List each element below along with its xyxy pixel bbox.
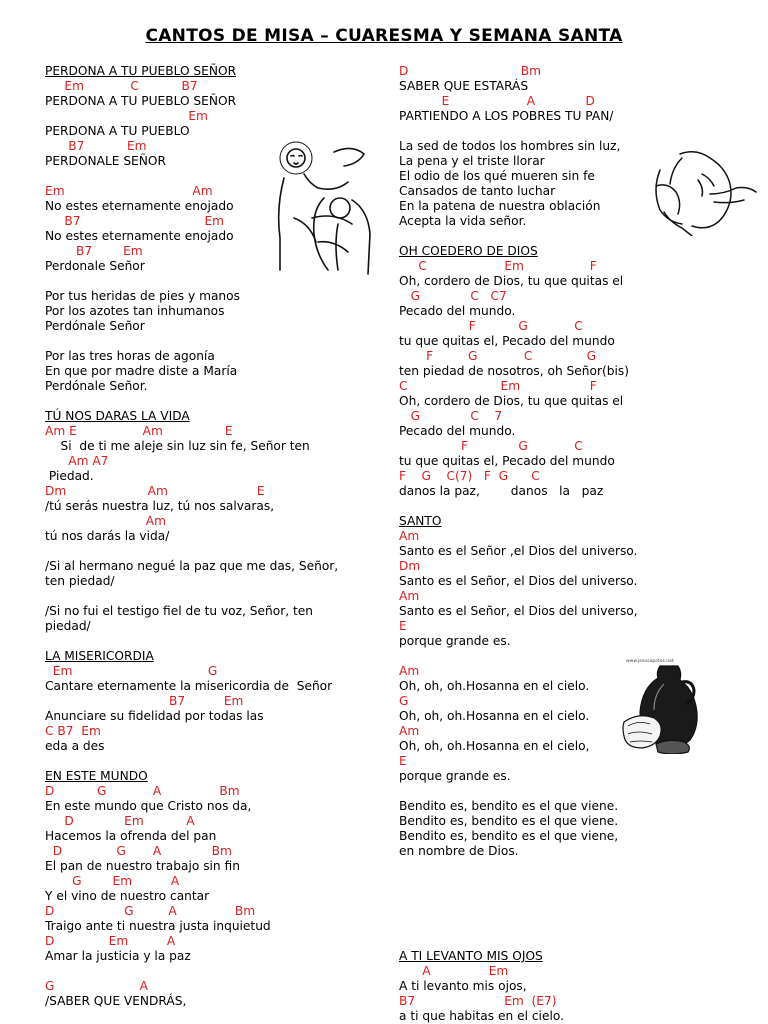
chord-line: G: [399, 694, 409, 708]
chord-line: E: [399, 754, 407, 768]
lyric-line: El pan de nuestro trabajo sin fin: [45, 859, 240, 873]
song-title: SANTO: [399, 514, 442, 528]
chord-line: G A: [45, 979, 149, 993]
chord-line: D Bm: [399, 64, 541, 78]
song-title: EN ESTE MUNDO: [45, 769, 148, 783]
spacer: [399, 499, 739, 514]
chord-line: G C C7: [399, 289, 507, 303]
spacer: [45, 274, 375, 289]
lyric-line: Perdónale Señor.: [45, 379, 148, 393]
lyric-line: En este mundo que Cristo nos da,: [45, 799, 252, 813]
lyric-line: Santo es el Señor, el Dios del universo.: [399, 574, 638, 588]
lyric-line: Oh, oh, oh.Hosanna en el cielo,: [399, 739, 590, 753]
chord-line: E: [399, 619, 407, 633]
lyric-line: Anunciare su fidelidad por todas las: [45, 709, 264, 723]
chord-line: Am: [399, 589, 420, 603]
spacer: [45, 964, 375, 979]
lyric-line: Oh, cordero de Dios, tu que quitas el: [399, 394, 624, 408]
lyric-line: El odio de los qué mueren sin fe: [399, 169, 595, 183]
song-title: PERDONA A TU PUEBLO SEÑOR: [45, 64, 237, 78]
chord-line: Am A7: [45, 454, 109, 468]
jesus-embrace-illustration: [274, 138, 378, 276]
lyric-line: La pena y el triste llorar: [399, 154, 545, 168]
spacer: [45, 634, 375, 649]
lyric-line: La sed de todos los hombres sin luz,: [399, 139, 621, 153]
chord-line: D G A Bm: [45, 844, 232, 858]
lyric-line: Bendito es, bendito es el que viene,: [399, 829, 619, 843]
song-title: LA MISERICORDIA: [45, 649, 154, 663]
lyric-line: Oh, oh, oh.Hosanna en el cielo.: [399, 709, 590, 723]
lyric-line: eda a des: [45, 739, 105, 753]
lyric-line: tu que quitas el, Pecado del mundo: [399, 454, 615, 468]
chord-line: Em Am: [45, 184, 213, 198]
lyric-line: ten piedad de nosotros, oh Señor(bis): [399, 364, 629, 378]
spacer: [45, 589, 375, 604]
chord-line: B7 Em: [45, 139, 147, 153]
page-title: CANTOS DE MISA – CUARESMA Y SEMANA SANTA: [145, 26, 623, 46]
lyric-line: En la patena de nuestra oblación: [399, 199, 601, 213]
chord-line: G C 7: [399, 409, 503, 423]
lyric-line: /Si al hermano negué la paz que me das, Señor,: [45, 559, 339, 573]
lyric-line: Acepta la vida señor.: [399, 214, 527, 228]
lyric-line: porque grande es.: [399, 769, 511, 783]
spacer: [399, 889, 739, 904]
spacer: [399, 874, 739, 889]
lyric-line: Bendito es, bendito es el que viene.: [399, 814, 619, 828]
song-title: TÚ NOS DARAS LA VIDA: [45, 409, 190, 423]
lyric-line: Cantare eternamente la misericordia de Señor: [45, 679, 333, 693]
chord-line: Am: [45, 514, 166, 528]
lyric-line: Piedad.: [45, 469, 94, 483]
lyric-line: Oh, oh, oh.Hosanna en el cielo.: [399, 679, 590, 693]
lyric-line: Por los azotes tan inhumanos: [45, 304, 225, 318]
chord-line: Am E Am E: [45, 424, 233, 438]
chord-line: Em G: [45, 664, 218, 678]
lyric-line: Perdonale Señor: [45, 259, 145, 273]
lyric-line: porque grande es.: [399, 634, 511, 648]
spacer: [45, 334, 375, 349]
lyric-line: Oh, cordero de Dios, tu que quitas el: [399, 274, 624, 288]
lyric-line: Perdónale Señor: [45, 319, 145, 333]
lyric-line: En que por madre diste a María: [45, 364, 238, 378]
lyric-line: Amar la justicia y la paz: [45, 949, 191, 963]
song-title: OH COEDERO DE DIOS: [399, 244, 538, 258]
lyric-line: Cansados de tanto luchar: [399, 184, 556, 198]
spacer: [399, 904, 739, 919]
spacer: [399, 859, 739, 874]
logo-watermark: www.jesusapotos.net: [626, 659, 674, 664]
spacer: [45, 544, 375, 559]
lyric-line: A ti levanto mis ojos,: [399, 979, 527, 993]
chord-line: B7 Em: [45, 214, 225, 228]
chord-line: D Em A: [45, 934, 176, 948]
chord-line: F G C(7) F G C: [399, 469, 540, 483]
lyric-line: No estes eternamente enojado: [45, 199, 234, 213]
chord-line: C Em F: [399, 259, 597, 273]
chord-line: F G C: [399, 319, 583, 333]
chord-line: Em: [45, 109, 208, 123]
lyric-line: Pecado del mundo.: [399, 304, 516, 318]
spacer: [399, 784, 739, 799]
lyric-line: Traigo ante ti nuestra justa inquietud: [45, 919, 271, 933]
lyric-line: Santo es el Señor, el Dios del universo,: [399, 604, 638, 618]
chord-line: C Em F: [399, 379, 597, 393]
chord-line: B7 Em: [45, 694, 244, 708]
lyric-line: piedad/: [45, 619, 91, 633]
lyric-line: /SABER QUE VENDRÁS,: [45, 994, 187, 1008]
lyric-line: No estes eternamente enojado: [45, 229, 234, 243]
chord-line: Dm Am E: [45, 484, 265, 498]
lyric-line: PERDONALE SEÑOR: [45, 154, 166, 168]
chord-line: D Em A: [45, 814, 195, 828]
chord-line: Dm: [399, 559, 421, 573]
spacer: [399, 934, 739, 949]
lyric-line: Bendito es, bendito es el que viene.: [399, 799, 619, 813]
chord-line: D G A Bm: [45, 784, 240, 798]
lyric-line: PERDONA A TU PUEBLO: [45, 124, 190, 138]
spacer: [45, 394, 375, 409]
lyric-line: Y el vino de nuestro cantar: [45, 889, 210, 903]
lyric-line: tu que quitas el, Pecado del mundo: [399, 334, 615, 348]
lyric-line: danos la paz, danos la paz: [399, 484, 604, 498]
spacer: [399, 124, 739, 139]
lyric-line: Santo es el Señor ,el Dios del universo.: [399, 544, 638, 558]
chord-line: B7 Em: [45, 244, 143, 258]
lyric-line: Por tus heridas de pies y manos: [45, 289, 240, 303]
lyric-line: Pecado del mundo.: [399, 424, 516, 438]
chord-line: D G A Bm: [45, 904, 256, 918]
chord-line: Am: [399, 664, 420, 678]
lyric-line: tú nos darás la vida/: [45, 529, 170, 543]
lyric-line: ten piedad/: [45, 574, 115, 588]
spacer: [399, 919, 739, 934]
chord-line: Em C B7: [45, 79, 198, 93]
chord-line: E A D: [399, 94, 595, 108]
chord-line: B7 Em (E7): [399, 994, 557, 1008]
chord-line: F G C G: [399, 349, 597, 363]
chord-line: G Em A: [45, 874, 180, 888]
lyric-line: SABER QUE ESTARÁS: [399, 79, 529, 93]
song-title: A TI LEVANTO MIS OJOS: [399, 949, 543, 963]
spacer: [45, 754, 375, 769]
chord-line: F G C: [399, 439, 583, 453]
chord-line: Am: [399, 529, 420, 543]
chord-line: C B7 Em: [45, 724, 101, 738]
lyric-line: a ti que habitas en el cielo.: [399, 1009, 564, 1023]
lyric-line: /Si no fui el testigo fiel de tu voz, Señor, ten: [45, 604, 313, 618]
lyric-line: Si de ti me aleje sin luz sin fe, Señor ten: [45, 439, 310, 453]
lyric-line: PERDONA A TU PUEBLO SEÑOR: [45, 94, 237, 108]
praying-face-illustration: [652, 150, 758, 236]
lyric-line: Por las tres horas de agonía: [45, 349, 215, 363]
chord-line: Am: [399, 724, 420, 738]
lyric-line: Hacemos la ofrenda del pan: [45, 829, 217, 843]
lyric-line: en nombre de Dios.: [399, 844, 519, 858]
lyric-line: /tú serás nuestra luz, tú nos salvaras,: [45, 499, 275, 513]
chord-line: A Em: [399, 964, 509, 978]
lyric-line: PARTIENDO A LOS POBRES TU PAN/: [399, 109, 614, 123]
jug-bread-illustration: [620, 652, 702, 754]
